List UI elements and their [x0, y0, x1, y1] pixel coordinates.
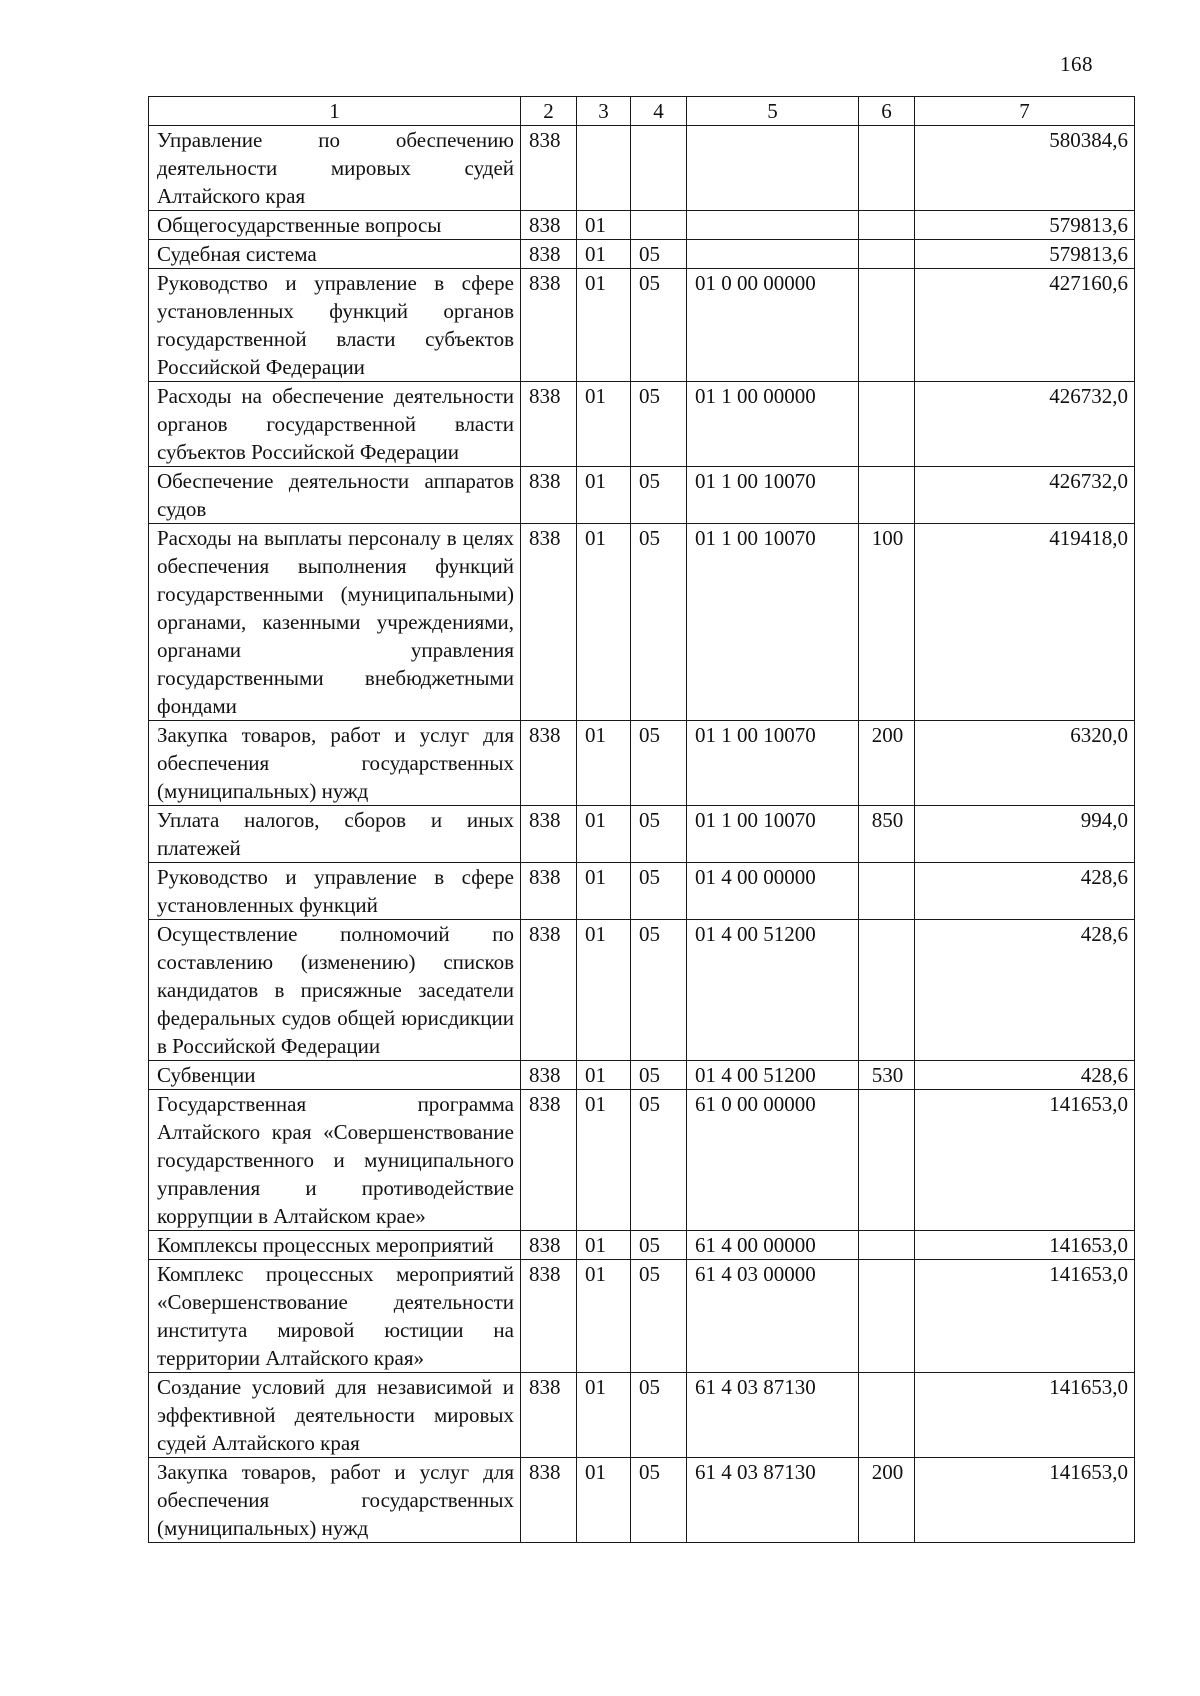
- subsection-code: 05: [631, 240, 687, 269]
- target-article-code: [687, 211, 859, 240]
- grbs-code: 838: [521, 467, 577, 524]
- amount: 428,6: [915, 1061, 1135, 1090]
- expense-name: Государственная программа Алтайского края «Совершенствование государственного и муниципального управления и противодействие коррупции в Алтайском крае»: [149, 1090, 521, 1231]
- grbs-code: 838: [521, 1061, 577, 1090]
- amount: 427160,6: [915, 269, 1135, 382]
- section-code: 01: [577, 269, 631, 382]
- expense-type-code: [859, 467, 915, 524]
- section-code: 01: [577, 211, 631, 240]
- amount: 428,6: [915, 863, 1135, 920]
- section-code: 01: [577, 1260, 631, 1373]
- page-number: 168: [1060, 52, 1093, 76]
- table-row: [149, 269, 1135, 382]
- expense-type-code: [859, 211, 915, 240]
- target-article-code: 61 4 03 87130: [687, 1373, 859, 1458]
- expense-name: Обеспечение деятельности аппаратов судов: [149, 467, 521, 524]
- table-row: [149, 863, 1135, 920]
- table-row: [149, 1260, 1135, 1373]
- target-article-code: 01 4 00 00000: [687, 863, 859, 920]
- subsection-code: 05: [631, 1373, 687, 1458]
- amount: 579813,6: [915, 211, 1135, 240]
- grbs-code: 838: [521, 524, 577, 721]
- section-code: 01: [577, 806, 631, 863]
- table-row: [149, 1090, 1135, 1231]
- header-row: [149, 97, 1135, 126]
- column-header: 2: [521, 97, 577, 126]
- subsection-code: 05: [631, 524, 687, 721]
- amount: 6320,0: [915, 721, 1135, 806]
- table-row: [149, 1458, 1135, 1543]
- subsection-code: 05: [631, 1061, 687, 1090]
- grbs-code: 838: [521, 1373, 577, 1458]
- target-article-code: [687, 240, 859, 269]
- subsection-code: 05: [631, 1090, 687, 1231]
- grbs-code: 838: [521, 269, 577, 382]
- amount: 141653,0: [915, 1373, 1135, 1458]
- expense-type-code: [859, 1231, 915, 1260]
- subsection-code: 05: [631, 1260, 687, 1373]
- expense-type-code: [859, 269, 915, 382]
- expense-name: Комплексы процессных мероприятий: [149, 1231, 521, 1260]
- amount: 579813,6: [915, 240, 1135, 269]
- grbs-code: 838: [521, 863, 577, 920]
- section-code: 01: [577, 467, 631, 524]
- grbs-code: 838: [521, 721, 577, 806]
- expense-type-code: 200: [859, 1458, 915, 1543]
- expense-type-code: [859, 863, 915, 920]
- subsection-code: 05: [631, 269, 687, 382]
- section-code: 01: [577, 1458, 631, 1543]
- column-header: 6: [859, 97, 915, 126]
- table-row: [149, 1231, 1135, 1260]
- section-code: 01: [577, 524, 631, 721]
- grbs-code: 838: [521, 211, 577, 240]
- expense-type-code: [859, 1090, 915, 1231]
- amount: 141653,0: [915, 1231, 1135, 1260]
- target-article-code: 01 1 00 10070: [687, 467, 859, 524]
- subsection-code: 05: [631, 1231, 687, 1260]
- section-code: 01: [577, 1090, 631, 1231]
- expense-name: Расходы на выплаты персоналу в целях обеспечения выполнения функций государственными (муниципальными) органами, казенными учреждениями, органами управления государственными внебюджетными фондами: [149, 524, 521, 721]
- expense-type-code: [859, 920, 915, 1061]
- table-row: [149, 240, 1135, 269]
- grbs-code: 838: [521, 1260, 577, 1373]
- section-code: 01: [577, 240, 631, 269]
- expense-type-code: [859, 1373, 915, 1458]
- subsection-code: [631, 211, 687, 240]
- table-row: [149, 382, 1135, 467]
- target-article-code: 01 1 00 10070: [687, 524, 859, 721]
- target-article-code: 01 1 00 00000: [687, 382, 859, 467]
- amount: 141653,0: [915, 1260, 1135, 1373]
- table-row: [149, 1061, 1135, 1090]
- grbs-code: 838: [521, 806, 577, 863]
- subsection-code: [631, 126, 687, 211]
- target-article-code: 01 0 00 00000: [687, 269, 859, 382]
- subsection-code: 05: [631, 920, 687, 1061]
- expense-name: Общегосударственные вопросы: [149, 211, 521, 240]
- table-row: [149, 211, 1135, 240]
- expense-type-code: 530: [859, 1061, 915, 1090]
- amount: 428,6: [915, 920, 1135, 1061]
- expense-name: Руководство и управление в сфере установленных функций: [149, 863, 521, 920]
- subsection-code: 05: [631, 1458, 687, 1543]
- subsection-code: 05: [631, 382, 687, 467]
- table-row: [149, 467, 1135, 524]
- expense-type-code: [859, 126, 915, 211]
- target-article-code: 61 4 00 00000: [687, 1231, 859, 1260]
- grbs-code: 838: [521, 382, 577, 467]
- column-header: 5: [687, 97, 859, 126]
- target-article-code: 01 1 00 10070: [687, 721, 859, 806]
- section-code: 01: [577, 382, 631, 467]
- expense-type-code: 200: [859, 721, 915, 806]
- expense-name: Уплата налогов, сборов и иных платежей: [149, 806, 521, 863]
- expense-type-code: [859, 382, 915, 467]
- target-article-code: 61 4 03 87130: [687, 1458, 859, 1543]
- expense-name: Закупка товаров, работ и услуг для обеспечения государственных (муниципальных) нужд: [149, 721, 521, 806]
- column-header: 3: [577, 97, 631, 126]
- table-row: [149, 1373, 1135, 1458]
- grbs-code: 838: [521, 1090, 577, 1231]
- grbs-code: 838: [521, 126, 577, 211]
- expense-name: Создание условий для независимой и эффективной деятельности мировых судей Алтайского края: [149, 1373, 521, 1458]
- section-code: 01: [577, 920, 631, 1061]
- section-code: 01: [577, 1061, 631, 1090]
- grbs-code: 838: [521, 1231, 577, 1260]
- target-article-code: 01 4 00 51200: [687, 920, 859, 1061]
- table-row: [149, 126, 1135, 211]
- table-row: [149, 920, 1135, 1061]
- target-article-code: 61 0 00 00000: [687, 1090, 859, 1231]
- subsection-code: 05: [631, 863, 687, 920]
- amount: 580384,6: [915, 126, 1135, 211]
- table-row: [149, 806, 1135, 863]
- amount: 426732,0: [915, 382, 1135, 467]
- expense-name: Судебная система: [149, 240, 521, 269]
- table-row: [149, 524, 1135, 721]
- expense-type-code: 850: [859, 806, 915, 863]
- column-header: 7: [915, 97, 1135, 126]
- target-article-code: 61 4 03 00000: [687, 1260, 859, 1373]
- subsection-code: 05: [631, 806, 687, 863]
- target-article-code: 01 4 00 51200: [687, 1061, 859, 1090]
- grbs-code: 838: [521, 1458, 577, 1543]
- amount: 141653,0: [915, 1090, 1135, 1231]
- column-header: 1: [149, 97, 521, 126]
- expense-name: Закупка товаров, работ и услуг для обеспечения государственных (муниципальных) нужд: [149, 1458, 521, 1543]
- expense-name: Субвенции: [149, 1061, 521, 1090]
- section-code: 01: [577, 863, 631, 920]
- amount: 419418,0: [915, 524, 1135, 721]
- expense-name: Управление по обеспечению деятельности мировых судей Алтайского края: [149, 126, 521, 211]
- table-row: [149, 721, 1135, 806]
- section-code: 01: [577, 1231, 631, 1260]
- target-article-code: [687, 126, 859, 211]
- budget-table: [148, 96, 1135, 1543]
- section-code: 01: [577, 721, 631, 806]
- amount: 426732,0: [915, 467, 1135, 524]
- expense-type-code: 100: [859, 524, 915, 721]
- grbs-code: 838: [521, 240, 577, 269]
- amount: 994,0: [915, 806, 1135, 863]
- expense-name: Осуществление полномочий по составлению (изменению) списков кандидатов в присяжные заседатели федеральных судов общей юрисдикции в Российской Федерации: [149, 920, 521, 1061]
- column-header: 4: [631, 97, 687, 126]
- amount: 141653,0: [915, 1458, 1135, 1543]
- target-article-code: 01 1 00 10070: [687, 806, 859, 863]
- subsection-code: 05: [631, 467, 687, 524]
- section-code: 01: [577, 1373, 631, 1458]
- expense-name: Руководство и управление в сфере установленных функций органов государственной власти субъектов Российской Федерации: [149, 269, 521, 382]
- subsection-code: 05: [631, 721, 687, 806]
- expense-name: Комплекс процессных мероприятий «Совершенствование деятельности института мировой юстиции на территории Алтайского края»: [149, 1260, 521, 1373]
- grbs-code: 838: [521, 920, 577, 1061]
- expense-name: Расходы на обеспечение деятельности органов государственной власти субъектов Российской Федерации: [149, 382, 521, 467]
- expense-type-code: [859, 1260, 915, 1373]
- section-code: [577, 126, 631, 211]
- expense-type-code: [859, 240, 915, 269]
